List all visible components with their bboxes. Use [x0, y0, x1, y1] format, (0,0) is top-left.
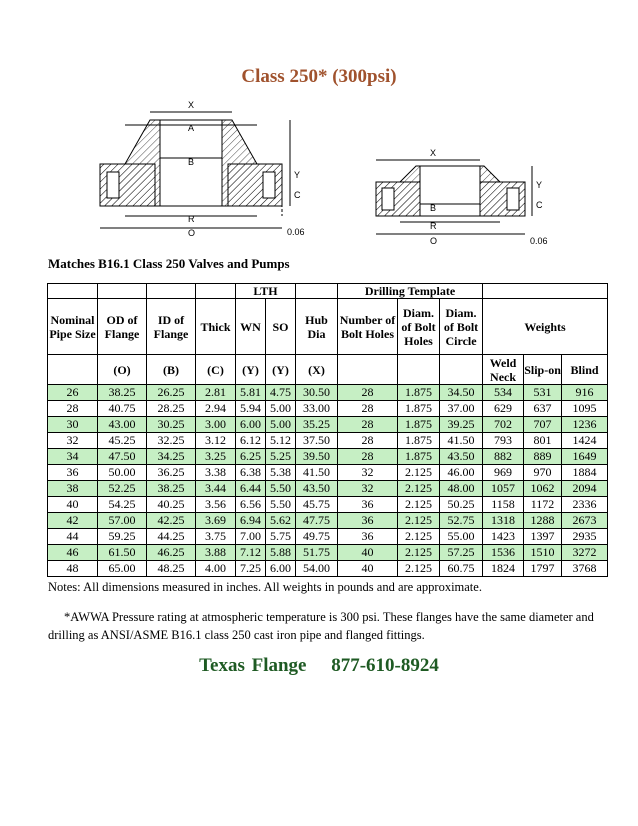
header-weights: Weights — [483, 299, 608, 355]
table-cell: 2.125 — [398, 545, 440, 561]
table-cell: 48.00 — [440, 481, 483, 497]
flange-drawing — [0, 98, 638, 248]
table-row — [48, 385, 608, 401]
table-cell: 46.25 — [147, 545, 196, 561]
label-a-left: A — [188, 123, 195, 133]
table-cell: 44.25 — [147, 529, 196, 545]
table-cell: 1158 — [483, 497, 524, 513]
table-cell: 629 — [483, 401, 524, 417]
table-cell: 1510 — [524, 545, 562, 561]
table-cell: 637 — [524, 401, 562, 417]
label-x-right: X — [430, 148, 437, 158]
table-cell: 52.25 — [98, 481, 147, 497]
table-cell: 2.81 — [196, 385, 236, 401]
table-cell: 39.50 — [296, 449, 338, 465]
label-r-left: R — [188, 214, 195, 224]
table-cell: 50.25 — [440, 497, 483, 513]
table-cell: 2336 — [562, 497, 608, 513]
table-cell: 40 — [48, 497, 98, 513]
table-cell: 1057 — [483, 481, 524, 497]
table-cell: 28 — [48, 401, 98, 417]
table-cell: 26.25 — [147, 385, 196, 401]
label-o-left: O — [188, 228, 196, 238]
table-cell: 5.75 — [266, 529, 296, 545]
table-cell: 30.50 — [296, 385, 338, 401]
table-row — [48, 481, 608, 497]
table-cell: 65.00 — [98, 561, 147, 577]
table-row — [48, 465, 608, 481]
table-cell: 61.50 — [98, 545, 147, 561]
table-cell: 41.50 — [440, 433, 483, 449]
table-cell: 5.00 — [266, 401, 296, 417]
label-b-right: B — [430, 203, 437, 213]
table-cell: 32 — [338, 481, 398, 497]
page-title: Class 250* (300psi) — [241, 66, 397, 87]
table-cell: 47.50 — [98, 449, 147, 465]
table-cell: 2094 — [562, 481, 608, 497]
table-cell: 57.00 — [98, 513, 147, 529]
notes-line: Notes: All dimensions measured in inches. All weights in pounds and are approximate. — [48, 580, 482, 594]
header-thick: Thick — [196, 299, 236, 355]
table-cell: 5.50 — [266, 497, 296, 513]
table-cell: 2.125 — [398, 481, 440, 497]
table-cell: 49.75 — [296, 529, 338, 545]
header-blind: Blind — [562, 355, 608, 385]
table-cell: 4.75 — [266, 385, 296, 401]
table-cell: 30.25 — [147, 417, 196, 433]
table-row — [48, 401, 608, 417]
table-cell: 1797 — [524, 561, 562, 577]
lth-header: LTH — [236, 284, 296, 299]
table-cell: 6.38 — [236, 465, 266, 481]
table-cell: 5.25 — [266, 449, 296, 465]
table-cell: 5.88 — [266, 545, 296, 561]
table-cell: 28 — [338, 449, 398, 465]
table-cell: 6.44 — [236, 481, 266, 497]
table-cell: 3.44 — [196, 481, 236, 497]
table-cell: 38 — [48, 481, 98, 497]
table-row — [48, 433, 608, 449]
table-cell: 28 — [338, 433, 398, 449]
table-cell: 702 — [483, 417, 524, 433]
table-cell: 3.69 — [196, 513, 236, 529]
table-cell: 46 — [48, 545, 98, 561]
table-cell: 3.75 — [196, 529, 236, 545]
table-cell: 59.25 — [98, 529, 147, 545]
weld-neck-flange-drawing — [100, 112, 290, 228]
table-cell: 46.00 — [440, 465, 483, 481]
flange-dimensions-table — [47, 283, 608, 577]
table-cell: 2673 — [562, 513, 608, 529]
column-header-row — [48, 299, 608, 355]
table-row — [48, 561, 608, 577]
table-cell: 47.75 — [296, 513, 338, 529]
table-row — [48, 449, 608, 465]
table-cell: 42 — [48, 513, 98, 529]
table-cell: 32 — [338, 465, 398, 481]
table-cell: 52.75 — [440, 513, 483, 529]
table-cell: 1062 — [524, 481, 562, 497]
table-cell: 3768 — [562, 561, 608, 577]
header-so: SO — [266, 299, 296, 355]
table-cell: 54.00 — [296, 561, 338, 577]
table-cell: 45.75 — [296, 497, 338, 513]
table-cell: 28 — [338, 385, 398, 401]
table-cell: 43.50 — [440, 449, 483, 465]
table-cell: 3272 — [562, 545, 608, 561]
table-cell: 36 — [338, 529, 398, 545]
table-cell: 1.875 — [398, 401, 440, 417]
table-cell: 3.88 — [196, 545, 236, 561]
table-cell: 41.50 — [296, 465, 338, 481]
table-cell: 35.25 — [296, 417, 338, 433]
table-cell: 50.00 — [98, 465, 147, 481]
table-cell: 3.00 — [196, 417, 236, 433]
table-cell: 40 — [338, 545, 398, 561]
slip-on-flange-drawing — [376, 160, 532, 234]
table-row — [48, 417, 608, 433]
table-cell: 51.75 — [296, 545, 338, 561]
table-cell: 1.875 — [398, 417, 440, 433]
label-006-left: 0.06 — [287, 227, 305, 237]
table-cell: 2.125 — [398, 497, 440, 513]
table-cell: 7.25 — [236, 561, 266, 577]
code-y-so: (Y) — [266, 355, 296, 385]
table-cell: 43.00 — [98, 417, 147, 433]
table-cell: 54.25 — [98, 497, 147, 513]
table-cell: 1172 — [524, 497, 562, 513]
table-cell: 1649 — [562, 449, 608, 465]
header-id: ID of Flange — [147, 299, 196, 355]
header-bolts: Number of Bolt Holes — [338, 299, 398, 355]
table-cell: 1.875 — [398, 385, 440, 401]
table-cell: 45.25 — [98, 433, 147, 449]
table-cell: 28 — [338, 401, 398, 417]
footer — [0, 655, 638, 677]
table-cell: 1318 — [483, 513, 524, 529]
table-cell: 1.875 — [398, 449, 440, 465]
table-cell: 2.125 — [398, 529, 440, 545]
table-cell: 40 — [338, 561, 398, 577]
table-cell: 2.125 — [398, 561, 440, 577]
table-cell: 37.50 — [296, 433, 338, 449]
header-nps: Nominal Pipe Size — [48, 299, 98, 355]
table-cell: 3.56 — [196, 497, 236, 513]
table-cell: 5.12 — [266, 433, 296, 449]
label-b-left: B — [188, 157, 195, 167]
table-cell: 48 — [48, 561, 98, 577]
table-cell: 36 — [338, 513, 398, 529]
table-cell: 534 — [483, 385, 524, 401]
table-cell: 32 — [48, 433, 98, 449]
table-cell: 801 — [524, 433, 562, 449]
table-cell: 42.25 — [147, 513, 196, 529]
table-cell: 40.75 — [98, 401, 147, 417]
table-cell: 4.00 — [196, 561, 236, 577]
table-cell: 1423 — [483, 529, 524, 545]
table-cell: 5.62 — [266, 513, 296, 529]
label-006-right: 0.06 — [530, 236, 548, 246]
table-cell: 34.25 — [147, 449, 196, 465]
table-cell: 48.25 — [147, 561, 196, 577]
table-cell: 2.94 — [196, 401, 236, 417]
table-cell: 32.25 — [147, 433, 196, 449]
table-cell: 1397 — [524, 529, 562, 545]
table-cell: 36 — [338, 497, 398, 513]
table-cell: 40.25 — [147, 497, 196, 513]
header-slip-on: Slip-on — [524, 355, 562, 385]
table-row — [48, 497, 608, 513]
code-b: (B) — [147, 355, 196, 385]
label-r-right: R — [430, 221, 437, 231]
drilling-template-header: Drilling Template — [338, 284, 483, 299]
table-cell: 34 — [48, 449, 98, 465]
table-cell: 55.00 — [440, 529, 483, 545]
company-phone: 877-610-8924 — [331, 655, 439, 676]
table-cell: 5.50 — [266, 481, 296, 497]
table-cell: 6.56 — [236, 497, 266, 513]
table-cell: 2.125 — [398, 465, 440, 481]
table-cell: 3.38 — [196, 465, 236, 481]
code-o: (O) — [98, 355, 147, 385]
table-cell: 707 — [524, 417, 562, 433]
table-cell: 6.12 — [236, 433, 266, 449]
awwa-note: *AWWA Pressure rating at atmospheric temperature is 300 psi. These flanges have the same diameter and drilling as ANSI/ASME B16.1 class 250 cast iron pipe and flanged fittings. — [48, 610, 594, 642]
table-cell: 5.38 — [266, 465, 296, 481]
table-cell: 28 — [338, 417, 398, 433]
label-c-right: C — [536, 200, 543, 210]
table-cell: 970 — [524, 465, 562, 481]
table-cell: 1536 — [483, 545, 524, 561]
table-row — [48, 513, 608, 529]
table-cell: 1288 — [524, 513, 562, 529]
table-cell: 34.50 — [440, 385, 483, 401]
table-cell: 38.25 — [147, 481, 196, 497]
table-cell: 3.25 — [196, 449, 236, 465]
table-cell: 969 — [483, 465, 524, 481]
header-wn: WN — [236, 299, 266, 355]
header-circle: Diam. of Bolt Circle — [440, 299, 483, 355]
table-cell: 1236 — [562, 417, 608, 433]
table-cell: 7.00 — [236, 529, 266, 545]
table-cell: 36 — [48, 465, 98, 481]
company-name: Texas Flange — [199, 655, 307, 676]
table-cell: 1095 — [562, 401, 608, 417]
table-cell: 793 — [483, 433, 524, 449]
code-c: (C) — [196, 355, 236, 385]
table-cell: 36.25 — [147, 465, 196, 481]
table-cell: 57.25 — [440, 545, 483, 561]
table-cell: 916 — [562, 385, 608, 401]
table-cell: 44 — [48, 529, 98, 545]
table-cell: 6.00 — [236, 417, 266, 433]
header-hub: Hub Dia — [296, 299, 338, 355]
code-y-wn: (Y) — [236, 355, 266, 385]
table-cell: 37.00 — [440, 401, 483, 417]
table-cell: 28.25 — [147, 401, 196, 417]
table-subtitle: Matches B16.1 Class 250 Valves and Pumps — [48, 256, 290, 271]
group-header-row — [48, 284, 608, 299]
label-x-left: X — [188, 100, 195, 110]
table-cell: 43.50 — [296, 481, 338, 497]
table-cell: 6.94 — [236, 513, 266, 529]
table-cell: 7.12 — [236, 545, 266, 561]
code-x: (X) — [296, 355, 338, 385]
table-cell: 882 — [483, 449, 524, 465]
table-cell: 6.00 — [266, 561, 296, 577]
table-cell: 33.00 — [296, 401, 338, 417]
table-cell: 2935 — [562, 529, 608, 545]
header-od: OD of Flange — [98, 299, 147, 355]
table-cell: 39.25 — [440, 417, 483, 433]
label-o-right: O — [430, 236, 438, 246]
table-cell: 1824 — [483, 561, 524, 577]
table-row — [48, 529, 608, 545]
table-cell: 3.12 — [196, 433, 236, 449]
table-cell: 889 — [524, 449, 562, 465]
table-cell: 30 — [48, 417, 98, 433]
table-cell: 6.25 — [236, 449, 266, 465]
table-cell: 26 — [48, 385, 98, 401]
label-c-left: C — [294, 190, 301, 200]
table-cell: 38.25 — [98, 385, 147, 401]
table-cell: 1.875 — [398, 433, 440, 449]
code-header-row — [48, 355, 608, 385]
header-weld-neck: Weld Neck — [483, 355, 524, 385]
table-cell: 1884 — [562, 465, 608, 481]
table-cell: 5.00 — [266, 417, 296, 433]
table-cell: 531 — [524, 385, 562, 401]
label-y-left: Y — [294, 170, 301, 180]
table-cell: 5.81 — [236, 385, 266, 401]
header-holes: Diam. of Bolt Holes — [398, 299, 440, 355]
label-y-right: Y — [536, 180, 543, 190]
table-cell: 1424 — [562, 433, 608, 449]
table-cell: 2.125 — [398, 513, 440, 529]
table-cell: 60.75 — [440, 561, 483, 577]
table-cell: 5.94 — [236, 401, 266, 417]
table-row — [48, 545, 608, 561]
